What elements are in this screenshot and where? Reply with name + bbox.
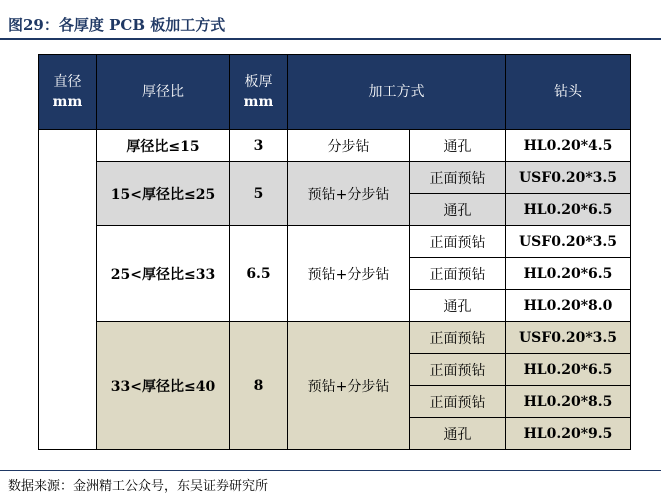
ratio-cell: 33<厚径比≤40 — [97, 322, 230, 450]
step-cell: 正面预钻 — [410, 162, 506, 194]
drill-cell: USF0.20*3.5 — [506, 226, 631, 258]
table-row — [39, 226, 631, 258]
drill-cell: HL0.20*8.0 — [506, 290, 631, 322]
ratio-cell: 15<厚径比≤25 — [97, 162, 230, 226]
method-cell: 预钻+分步钻 — [288, 162, 410, 226]
step-cell: 正面预钻 — [410, 354, 506, 386]
header-drill: 钻头 — [506, 55, 631, 130]
step-cell: 正面预钻 — [410, 386, 506, 418]
ratio-cell: 厚径比≤15 — [97, 130, 230, 162]
header-method: 加工方式 — [288, 55, 506, 130]
thickness-cell: 8 — [230, 322, 288, 450]
method-cell: 预钻+分步钻 — [288, 226, 410, 322]
thickness-cell: 3 — [230, 130, 288, 162]
step-cell: 通孔 — [410, 194, 506, 226]
header-ratio: 厚径比 — [97, 55, 230, 130]
drill-cell: USF0.20*3.5 — [506, 322, 631, 354]
header-row — [39, 55, 631, 130]
drill-cell: HL0.20*4.5 — [506, 130, 631, 162]
header-thickness-unit: mm — [243, 94, 274, 110]
header-diameter-label: 直径 — [53, 74, 82, 90]
drill-cell: HL0.20*8.5 — [506, 386, 631, 418]
step-cell: 正面预钻 — [410, 226, 506, 258]
step-cell: 通孔 — [410, 418, 506, 450]
method-cell: 分步钻 — [288, 130, 410, 162]
top-rule — [0, 38, 661, 40]
step-cell: 通孔 — [410, 130, 506, 162]
header-diameter-unit: mm — [52, 94, 83, 110]
drill-cell: USF0.20*3.5 — [506, 162, 631, 194]
pcb-processing-table — [38, 54, 631, 450]
table-row — [39, 322, 631, 354]
drill-cell: HL0.20*6.5 — [506, 258, 631, 290]
source-note: 数据来源：金洲精工公众号，东吴证券研究所 — [8, 479, 269, 494]
thickness-cell: 5 — [230, 162, 288, 226]
ratio-cell: 25<厚径比≤33 — [97, 226, 230, 322]
drill-cell: HL0.20*9.5 — [506, 418, 631, 450]
step-cell: 正面预钻 — [410, 258, 506, 290]
bottom-rule — [0, 470, 661, 471]
diameter-cell: 0.20 — [39, 130, 97, 450]
thickness-cell: 6.5 — [230, 226, 288, 322]
step-cell: 正面预钻 — [410, 322, 506, 354]
method-cell: 预钻+分步钻 — [288, 322, 410, 450]
drill-cell: HL0.20*6.5 — [506, 354, 631, 386]
table-row — [39, 162, 631, 194]
header-thickness-label: 板厚 — [244, 74, 273, 90]
figure-title: 图29：各厚度 PCB 板加工方式 — [8, 16, 226, 34]
drill-cell: HL0.20*6.5 — [506, 194, 631, 226]
step-cell: 通孔 — [410, 290, 506, 322]
header-thickness — [230, 55, 288, 130]
header-diameter — [39, 55, 97, 130]
table-row — [39, 130, 631, 162]
